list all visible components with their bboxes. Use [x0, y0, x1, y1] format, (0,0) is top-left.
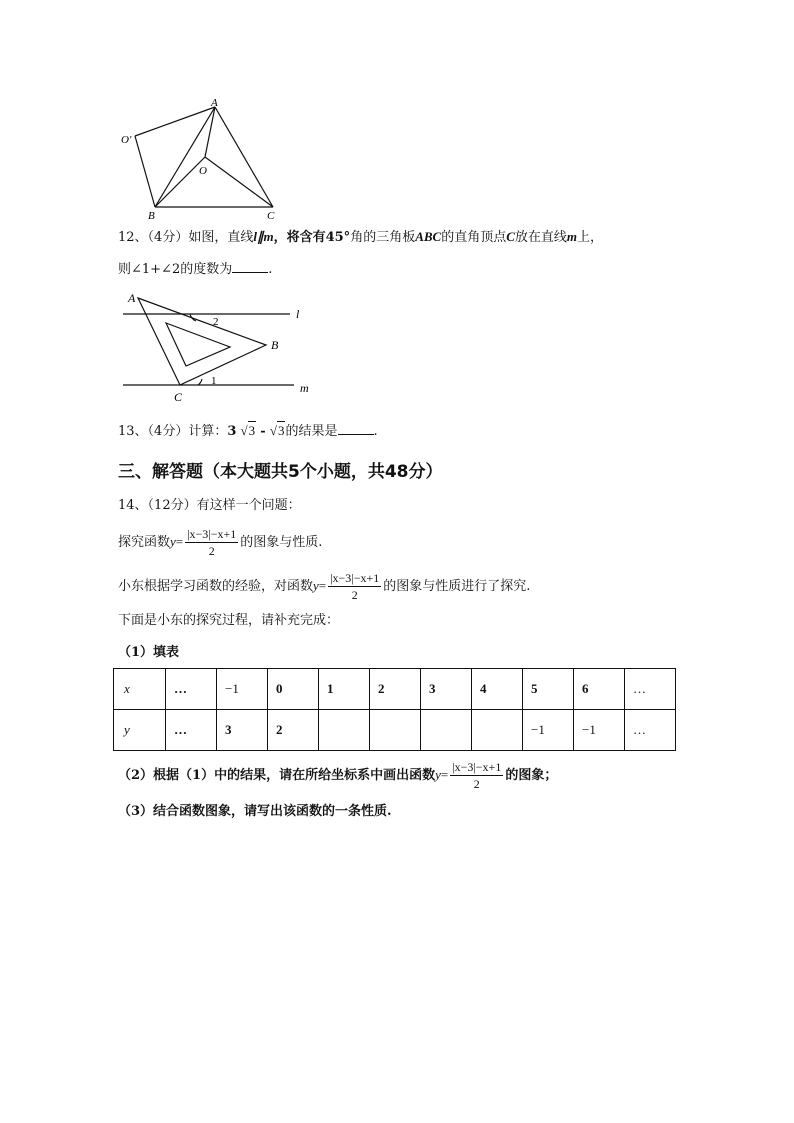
q12-line1: [118, 228, 603, 247]
label-C: C: [174, 390, 183, 404]
sqrt-icon: √: [269, 423, 277, 438]
edge-a-oprime: [135, 107, 215, 136]
figure-triangle-ruler: [118, 287, 318, 407]
q14-part3: （3）结合函数图象，请写出该函数的一条性质.: [118, 804, 392, 819]
q12-text: 如图，直线: [188, 230, 254, 245]
fn-numerator: |x−3|−x+1: [330, 571, 380, 585]
q14-part1: （1）填表: [118, 645, 180, 660]
triangle-outer: [138, 298, 266, 385]
q13-minus: -: [260, 424, 266, 439]
q12-triangle-name: ABC: [415, 229, 442, 244]
q12-line2: [118, 260, 272, 279]
table-cell: …: [625, 669, 676, 710]
q12-text: 角的三角板: [350, 230, 416, 245]
q12-period: .: [268, 262, 273, 277]
q13-coefficient: 3: [227, 424, 237, 439]
label-O-prime: O′: [121, 134, 132, 146]
edge-oprime-b: [135, 136, 155, 207]
label-angle-2: 2: [213, 316, 219, 328]
fn-fraction: [328, 570, 381, 603]
table-row-x: [114, 669, 676, 710]
table-cell: y: [114, 710, 166, 751]
table-cell: 0: [268, 669, 319, 710]
label-angle-1: 1: [211, 375, 217, 387]
table-cell: −1: [217, 669, 268, 710]
section-title: 三、解答题（本大题共5个小题，共48分）: [118, 462, 443, 482]
label-O: O: [199, 165, 207, 177]
value-table: [113, 668, 676, 751]
q14-text: 的图象与性质进行了探究.: [383, 579, 531, 594]
q14-part2: [118, 757, 557, 794]
angle-1-arc: [198, 379, 202, 385]
table-cell: 2: [370, 669, 421, 710]
angle-2-arc: [190, 314, 196, 321]
table-cell: 5: [523, 669, 574, 710]
q14-text: 的图象与性质.: [240, 535, 323, 550]
fn-y: y: [170, 534, 176, 549]
table-cell: 4: [472, 669, 523, 710]
fn-y: y: [313, 578, 319, 593]
table-cell: …: [166, 669, 217, 710]
table-cell: −1: [523, 710, 574, 751]
q12-text: ，将含有: [273, 230, 326, 245]
table-cell-blank[interactable]: [319, 710, 370, 751]
q13-line: [118, 421, 378, 441]
q14-explore-line: [118, 524, 322, 561]
label-m: m: [300, 381, 309, 395]
q14-number: 14、（12分）有这样一个问题：: [118, 498, 301, 513]
table-cell-blank[interactable]: [370, 710, 421, 751]
q14-text: 探究函数: [118, 535, 171, 550]
answer-blank[interactable]: [338, 422, 374, 435]
edge-a-c: [215, 107, 273, 207]
answer-blank[interactable]: [232, 260, 268, 273]
table-cell: −1: [574, 710, 625, 751]
table-cell: 3: [421, 669, 472, 710]
q12-text: 放在直线: [514, 230, 567, 245]
fn-fraction: [185, 526, 238, 559]
fn-eq: =: [318, 578, 327, 593]
q14-text: 的图象；: [505, 768, 558, 783]
fn-denominator: 2: [208, 544, 215, 558]
label-A: A: [211, 97, 218, 109]
q13-text: 的结果是: [285, 424, 338, 439]
table-cell: 1: [319, 669, 370, 710]
table-cell-blank[interactable]: [472, 710, 523, 751]
figure-quadrilateral: [115, 95, 300, 225]
edge-o-c: [205, 157, 273, 207]
q14-text: 小东根据学习函数的经验，对函数: [118, 579, 314, 594]
triangle-inner: [166, 323, 230, 366]
label-l: l: [296, 307, 300, 321]
q14-text: （2）根据（1）中的结果，请在所给坐标系中画出函数: [118, 768, 436, 783]
q13-radicand: 3: [277, 423, 285, 438]
table-cell: 2: [268, 710, 319, 751]
table-cell-blank[interactable]: [421, 710, 472, 751]
label-C: C: [267, 210, 275, 222]
q14-xiaodong-line: [118, 568, 530, 605]
q12-number: 12、（4分）: [118, 230, 189, 245]
label-B: B: [148, 210, 155, 222]
fn-y: y: [435, 767, 441, 782]
q12-parallel: l∥m: [253, 229, 274, 244]
fn-eq: =: [175, 534, 184, 549]
q12-text: 上，: [577, 230, 604, 245]
q13-period: .: [373, 424, 378, 439]
label-B: B: [271, 338, 279, 352]
q12-vertex: C: [506, 229, 515, 244]
fn-denominator: 2: [473, 777, 480, 791]
q12-degree: 45°: [325, 230, 351, 245]
sqrt-icon: √: [240, 423, 248, 438]
q12-line-m: m: [566, 229, 578, 244]
table-cell: …: [625, 710, 676, 751]
q13-number: 13、（4分）计算：: [118, 424, 228, 439]
fn-numerator: |x−3|−x+1: [452, 760, 502, 774]
fn-fraction: [450, 759, 503, 792]
table-cell: 6: [574, 669, 625, 710]
table-cell: 3: [217, 710, 268, 751]
label-A: A: [128, 291, 136, 305]
q12-text: 的直角顶点: [441, 230, 507, 245]
q12-text: 的度数为: [180, 262, 233, 277]
q13-radicand: 3: [248, 423, 256, 438]
q14-process: 下面是小东的探究过程，请补充完成：: [118, 613, 340, 628]
fn-eq: =: [440, 767, 449, 782]
table-cell: …: [166, 710, 217, 751]
table-cell: x: [114, 669, 166, 710]
table-row-y: [114, 710, 676, 751]
fn-numerator: |x−3|−x+1: [187, 527, 237, 541]
q12-angles: 则∠1+∠2: [118, 262, 181, 277]
fn-denominator: 2: [351, 588, 358, 602]
